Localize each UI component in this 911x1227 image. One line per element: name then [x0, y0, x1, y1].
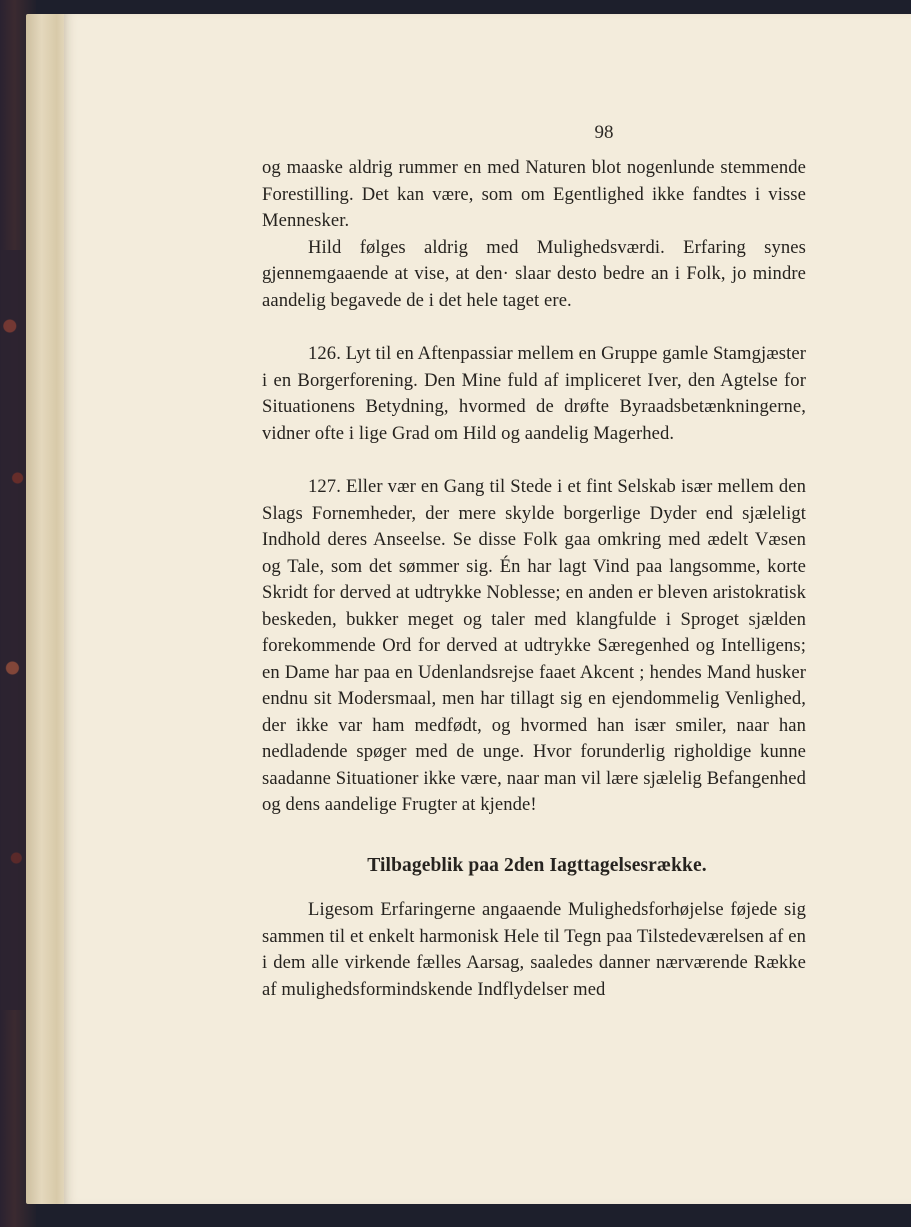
page-text-block: [262, 155, 806, 1003]
page-number: 98: [594, 122, 614, 143]
paragraph-continued: og maaske aldrig rummer en med Naturen blot nogenlunde stemmende Forestilling. Det kan være, som om Egentlighed ikke fandtes i visse Mennesker.: [262, 157, 806, 231]
paragraph-127: 127. Eller vær en Gang til Stede i et fint Selskab især mellem den Slags Fornemheder, der mere skylde borgerlige Dyder end sjæleligt Indhold deres Anseelse. Se disse Folk gaa omkring med ædelt Væsen og Tale, som det sømmer sig. Én har lagt Vind paa langsomme, korte Skridt for derved at udtrykke Noblesse; en anden er bleven aristokratisk beskeden, bukker meget og taler med klangfulde i Sproget sjælden forekommende Ord for derved at udtrykke Særegenhed og Intelligens; en Dame har paa en Udenlandsrejse faaet Akcent ; hendes Mand husker endnu sit Modersmaal, men har tillagt sig en ejendommelig Venlighed, der ikke var ham medfødt, og hvormed han især smiler, naar han nedladende spøger med de unge. Hvor forunderlig righoldige kunne saadanne Situationer ikke være, naar man vil lære sjælelig Befangenhed og dens aandelige Frugter at kjende!: [262, 476, 806, 815]
paragraph-final: Ligesom Erfaringerne angaaende Mulighedsforhøjelse føjede sig sammen til et enkelt harmonisk Hele til Tegn paa Tilstedeværelsen af en i dem alle virkende fælles Aarsag, saaledes danner nærværende Række af mulighedsformindskende Indflydelser med: [262, 899, 806, 1000]
section-heading: Tilbageblik paa 2den Iagttagelsesrække.: [367, 854, 707, 876]
marbled-cover-pattern: [2, 250, 28, 1010]
paragraph-126: 126. Lyt til en Aftenpassiar mellem en Gruppe gamle Stamgjæster i en Borgerforening. Den Mine fuld af impliceret Iver, den Agtelse for Situationens Betydning, hvormed de drøfte Byraadsbetænkningerne, vidner ofte i lige Grad om Hild og aandelig Magerhed.: [262, 343, 806, 444]
paragraph-hild: Hild følges aldrig med Mulighedsværdi. Erfaring synes gjennemgaaende at vise, at den· slaar desto bedre an i Folk, jo mindre aandelig begavede de i det hele taget ere.: [262, 236, 806, 311]
